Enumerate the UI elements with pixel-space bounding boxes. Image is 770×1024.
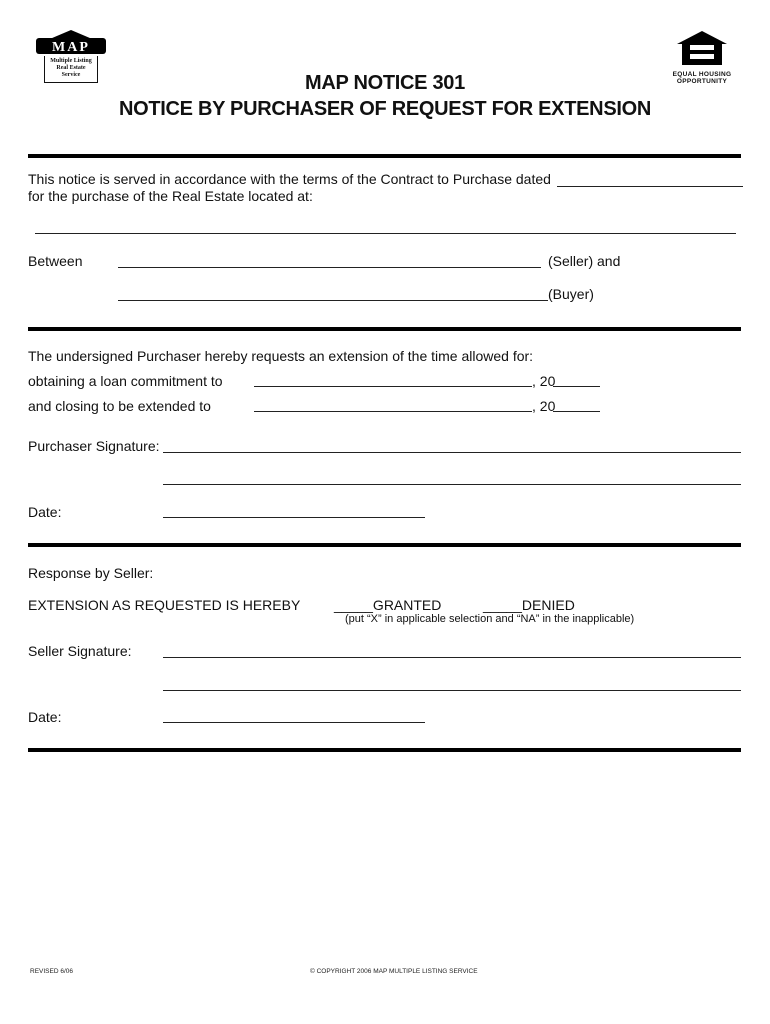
- seller-date-field[interactable]: [163, 722, 425, 723]
- seller-signature-field[interactable]: [163, 657, 741, 658]
- closing-date-field[interactable]: [254, 411, 532, 412]
- eho-line2: OPPORTUNITY: [676, 78, 728, 85]
- selection-note: (put “X” in applicable selection and “NA” in the inapplicable): [345, 613, 635, 625]
- page-title: MAP NOTICE 301: [305, 72, 465, 94]
- section-divider: [28, 748, 741, 752]
- purchaser-signature-field-2[interactable]: [163, 484, 741, 485]
- loan-commitment-label: obtaining a loan commitment to: [28, 373, 223, 389]
- buyer-name-field[interactable]: [118, 300, 548, 301]
- seller-signature-label: Seller Signature:: [28, 643, 132, 659]
- extension-text: EXTENSION AS REQUESTED IS HEREBY: [28, 597, 301, 613]
- property-address-field[interactable]: [35, 233, 736, 234]
- seller-label: (Seller) and: [548, 253, 621, 269]
- intro-line2: for the purchase of the Real Estate located at:: [28, 188, 313, 204]
- seller-signature-field-2[interactable]: [163, 690, 741, 691]
- logo-sub-line: Service: [61, 72, 81, 78]
- logo-sub-line: Multiple Listing: [50, 58, 92, 64]
- eho-line1: EQUAL HOUSING: [672, 71, 732, 78]
- section-divider: [28, 327, 741, 331]
- closing-year-field[interactable]: [553, 411, 600, 412]
- request-intro: The undersigned Purchaser hereby requests an extension of the time allowed for:: [28, 348, 534, 364]
- buyer-label: (Buyer): [548, 286, 594, 302]
- contract-date-field[interactable]: [557, 186, 743, 187]
- response-heading: Response by Seller:: [28, 565, 154, 581]
- seller-date-label: Date:: [28, 709, 62, 725]
- copyright-note: © COPYRIGHT 2006 MAP MULTIPLE LISTING SERVICE: [310, 968, 478, 975]
- map-logo-text: MAP: [52, 40, 90, 55]
- purchaser-date-label: Date:: [28, 504, 62, 520]
- page-subtitle: NOTICE BY PURCHASER OF REQUEST FOR EXTENSION: [118, 98, 652, 120]
- closing-year-prefix: , 20: [532, 398, 556, 414]
- intro-line1: This notice is served in accordance with the terms of the Contract to Purchase dated: [28, 171, 551, 187]
- loan-year-field[interactable]: [553, 386, 600, 387]
- section-divider: [28, 154, 741, 158]
- section-divider: [28, 543, 741, 547]
- purchaser-signature-field[interactable]: [163, 452, 741, 453]
- purchaser-date-field[interactable]: [163, 517, 425, 518]
- closing-label: and closing to be extended to: [28, 398, 211, 414]
- equal-housing-icon: [676, 30, 728, 66]
- seller-name-field[interactable]: [118, 267, 541, 268]
- between-label: Between: [28, 253, 83, 269]
- loan-commitment-date-field[interactable]: [254, 386, 532, 387]
- denied-option[interactable]: _____DENIED: [483, 597, 575, 613]
- logo-sub-line: Real Estate: [56, 65, 86, 71]
- loan-year-prefix: , 20: [532, 373, 556, 389]
- purchaser-signature-label: Purchaser Signature:: [28, 438, 160, 454]
- granted-option[interactable]: _____GRANTED: [334, 597, 442, 613]
- revised-note: REVISED 6/06: [30, 968, 73, 975]
